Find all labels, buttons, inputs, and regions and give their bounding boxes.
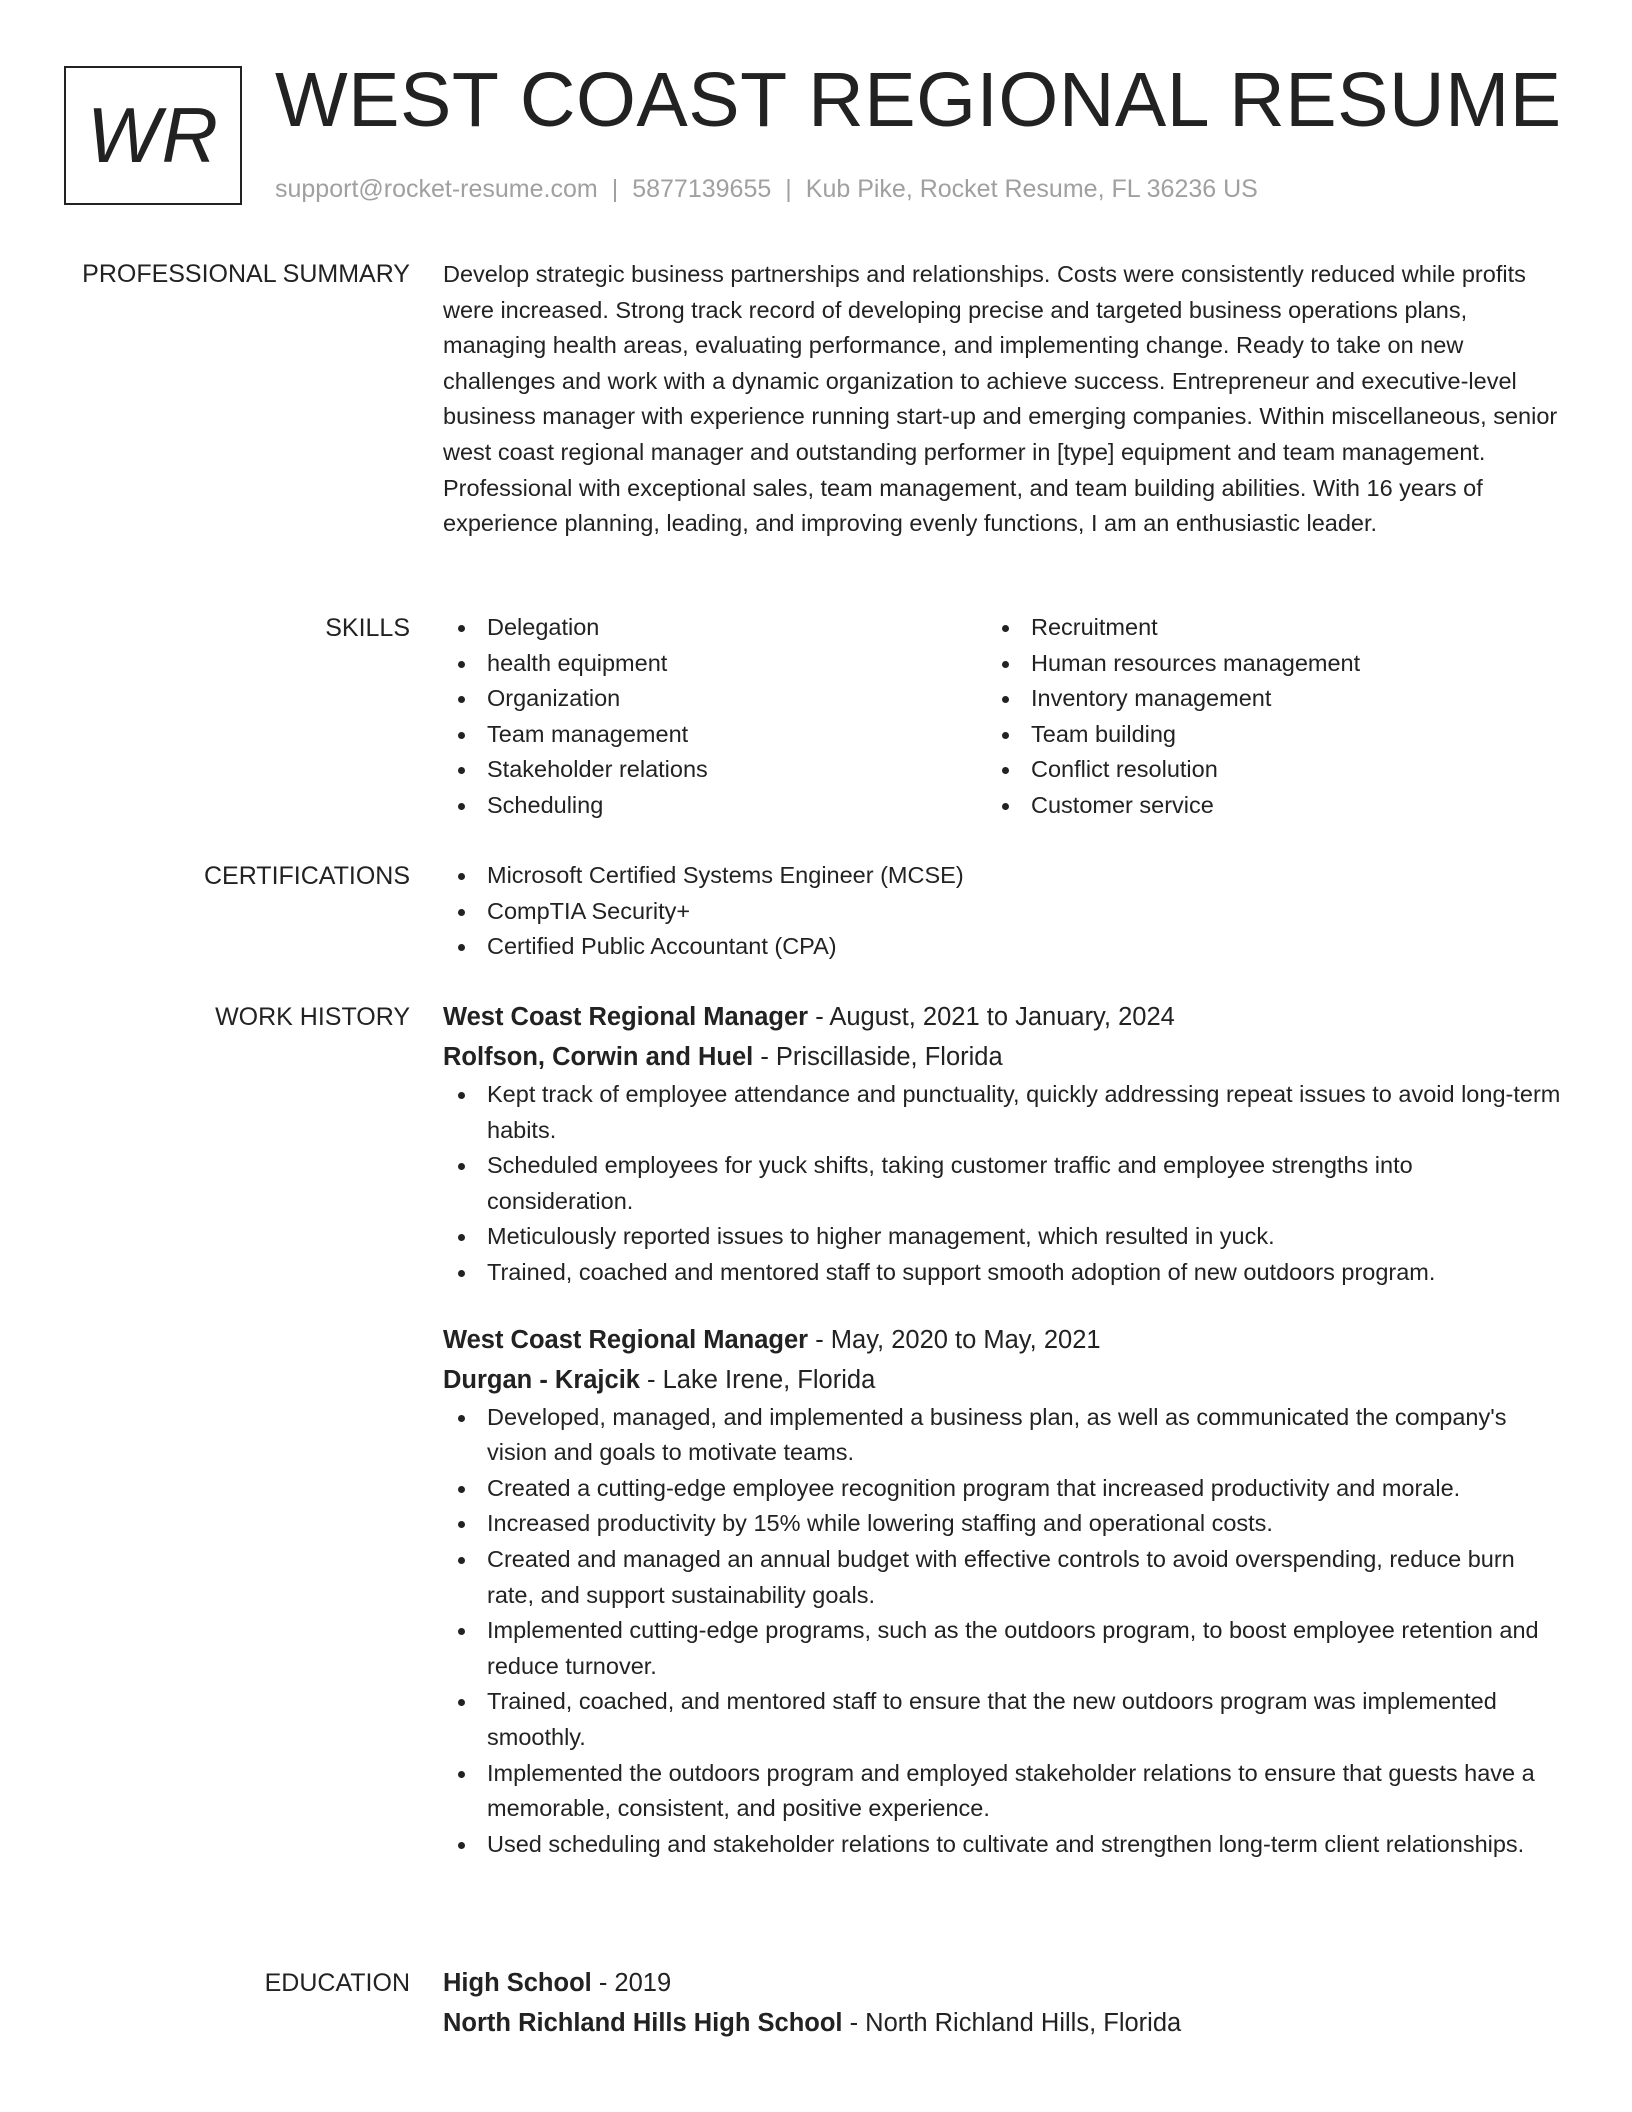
job-dates: - May, 2020 to May, 2021 xyxy=(808,1325,1101,1354)
education-location: - North Richland Hills, Florida xyxy=(842,2009,1182,2037)
section-label-work-history: WORK HISTORY xyxy=(215,1003,410,1031)
contact-phone[interactable]: 5877139655 xyxy=(632,175,772,203)
job-bullet: Scheduled employees for yuck shifts, taking customer traffic and employee strengths into consideration. xyxy=(443,1148,1563,1219)
skills-grid xyxy=(443,610,1563,824)
section-label-skills: SKILLS xyxy=(325,614,410,642)
job-bullet: Trained, coached, and mentored staff to ensure that the new outdoors program was implemented smoothly. xyxy=(443,1684,1563,1755)
job-bullet: Developed, managed, and implemented a business plan, as well as communicated the company's vision and goals to motivate teams. xyxy=(443,1400,1563,1471)
job-bullet: Used scheduling and stakeholder relations to cultivate and strengthen long-term client relationships. xyxy=(443,1827,1563,1863)
contact-line xyxy=(275,175,1258,204)
job-bullet: Meticulously reported issues to higher management, which resulted in yuck. xyxy=(443,1219,1563,1255)
job-title: West Coast Regional Manager xyxy=(443,1003,809,1031)
skill-item: Organization xyxy=(443,681,987,717)
job-bullet: Created and managed an annual budget with effective controls to avoid overspending, reduce burn rate, and support sustainability goals. xyxy=(443,1542,1563,1613)
skills-column-left xyxy=(443,610,987,824)
job-company-line xyxy=(443,1360,1563,1400)
skill-item: Delegation xyxy=(443,610,987,646)
job-bullet: Trained, coached and mentored staff to support smooth adoption of new outdoors program. xyxy=(443,1255,1563,1291)
contact-separator: | xyxy=(785,175,792,203)
education-degree: High School xyxy=(443,1969,592,1997)
job-entry xyxy=(443,997,1563,1291)
skill-item: Team management xyxy=(443,717,987,753)
certifications-list xyxy=(443,858,1563,965)
skill-item: Inventory management xyxy=(987,681,1531,717)
job-location: - Priscillaside, Florida xyxy=(753,1043,1003,1071)
section-label-education: EDUCATION xyxy=(264,1969,410,1997)
certification-item: Microsoft Certified Systems Engineer (MCSE) xyxy=(443,858,1563,894)
skills-list-right xyxy=(987,610,1531,824)
work-history-body xyxy=(443,997,1563,1862)
skill-item: Conflict resolution xyxy=(987,752,1531,788)
skills-column-right xyxy=(987,610,1531,824)
skill-item: Human resources management xyxy=(987,646,1531,682)
skill-item: health equipment xyxy=(443,646,987,682)
skill-item: Customer service xyxy=(987,788,1531,824)
resume-title: WEST COAST REGIONAL RESUME xyxy=(275,57,1562,143)
education-body xyxy=(443,1963,1563,2043)
certifications-body xyxy=(443,858,1563,965)
skill-item: Team building xyxy=(987,717,1531,753)
job-bullet: Increased productivity by 15% while lowering staffing and operational costs. xyxy=(443,1506,1563,1542)
job-bullet: Created a cutting-edge employee recognition program that increased productivity and morale. xyxy=(443,1471,1563,1507)
summary-text: Develop strategic business partnerships and relationships. Costs were consistently reduced while profits were increased. Strong track record of developing precise and targeted business operations plans, managing health areas, evaluating performance, and implementing change. Ready to take on new challenges and work with a dynamic organization to achieve success. Entrepreneur and executive-level business manager with experience running start-up and emerging companies. Within miscellaneous, senior west coast regional manager and outstanding performer in [type] equipment and team management. Professional with exceptional sales, team management, and team building abilities. With 16 years of experience planning, leading, and improving evenly functions, I am an enthusiastic leader. xyxy=(443,261,1558,537)
job-bullets xyxy=(443,1077,1563,1291)
skills-list-left xyxy=(443,610,987,824)
skill-item: Recruitment xyxy=(987,610,1531,646)
skills-body xyxy=(443,610,1563,824)
certification-item: CompTIA Security+ xyxy=(443,894,1563,930)
certification-item: Certified Public Accountant (CPA) xyxy=(443,929,1563,965)
job-dates: - August, 2021 to January, 2024 xyxy=(808,1003,1175,1031)
skill-item: Stakeholder relations xyxy=(443,752,987,788)
skill-item: Scheduling xyxy=(443,788,987,824)
contact-separator: | xyxy=(611,175,619,203)
monogram-text: WR xyxy=(87,91,219,179)
job-bullet: Kept track of employee attendance and punctuality, quickly addressing repeat issues to avoid long-term habits. xyxy=(443,1077,1563,1148)
contact-email[interactable]: support@rocket-resume.com xyxy=(275,175,598,203)
contact-address: Kub Pike, Rocket Resume, FL 36236 US xyxy=(805,175,1258,203)
education-degree-line xyxy=(443,1963,1563,2003)
job-bullet: Implemented the outdoors program and employed stakeholder relations to ensure that guests have a memorable, consistent, and positive experience. xyxy=(443,1756,1563,1827)
summary-body xyxy=(443,257,1563,542)
job-bullets xyxy=(443,1400,1563,1863)
job-company-line xyxy=(443,1037,1563,1077)
job-company: Rolfson, Corwin and Huel xyxy=(443,1043,754,1071)
education-school-line xyxy=(443,2003,1563,2043)
job-company: Durgan - Krajcik xyxy=(443,1365,640,1394)
section-label-summary: PROFESSIONAL SUMMARY xyxy=(82,260,410,288)
job-bullet: Implemented cutting-edge programs, such as the outdoors program, to boost employee retention and reduce turnover. xyxy=(443,1613,1563,1684)
education-school: North Richland Hills High School xyxy=(443,2009,843,2037)
job-location: - Lake Irene, Florida xyxy=(639,1365,876,1394)
monogram-logo xyxy=(64,66,242,205)
job-title-line xyxy=(443,1320,1563,1360)
job-title: West Coast Regional Manager xyxy=(443,1325,809,1354)
section-label-certifications: CERTIFICATIONS xyxy=(203,862,410,890)
education-year: - 2019 xyxy=(591,1969,672,1997)
job-entry xyxy=(443,1320,1563,1863)
job-title-line xyxy=(443,997,1563,1037)
